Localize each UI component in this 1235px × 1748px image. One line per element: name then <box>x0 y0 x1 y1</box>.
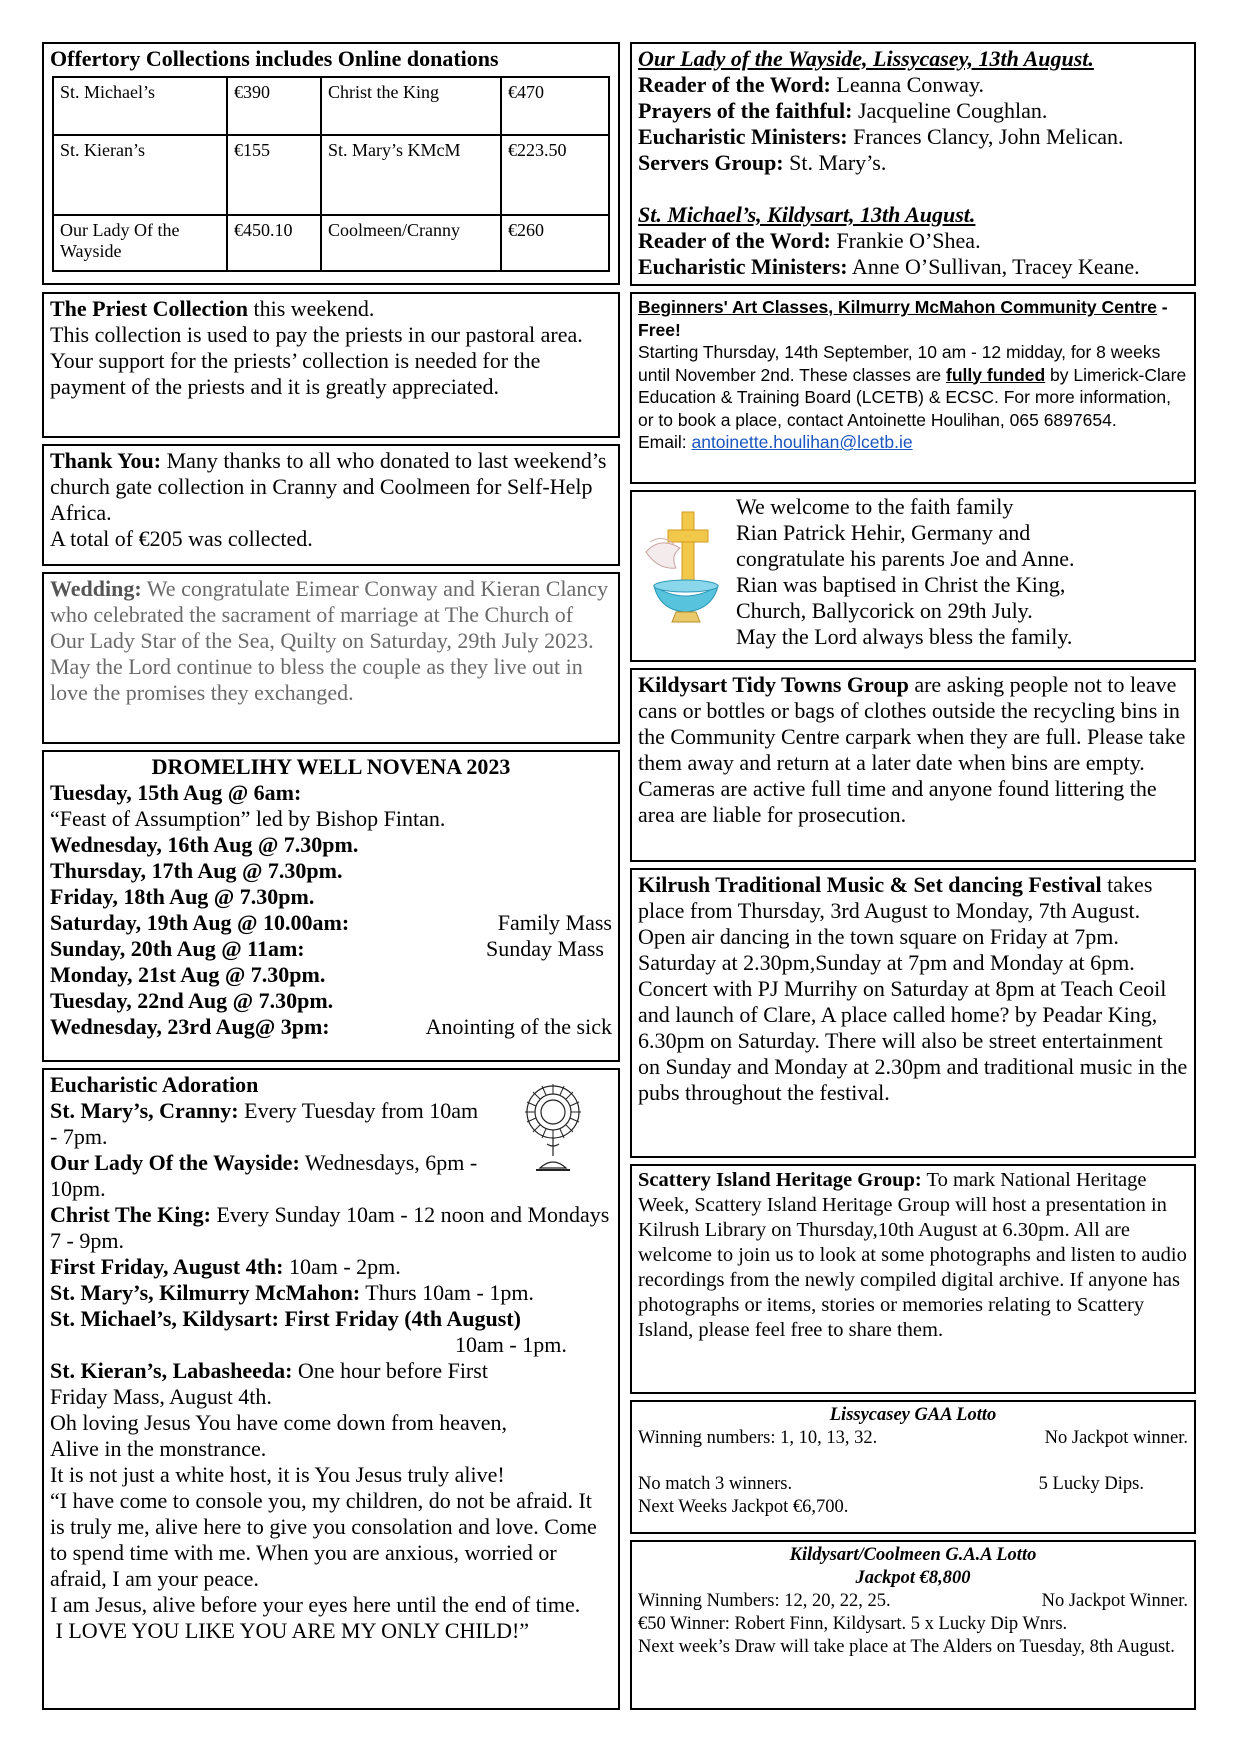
ministry-value: Leanna Conway. <box>830 72 985 97</box>
baptism-text <box>736 494 1188 650</box>
table-row <box>53 215 609 271</box>
adoration-place: Christ The King: <box>50 1202 211 1227</box>
table-cell: Our Lady Of the Wayside <box>53 215 227 271</box>
adoration-time: Every Tuesday from 10am - 7pm. <box>50 1098 479 1149</box>
ministry-value: Frances Clancy, John Melican. <box>847 124 1124 149</box>
adoration-place: St. Kieran’s, Labasheeda: <box>50 1358 293 1383</box>
baptism-line: We welcome to the faith family <box>736 494 1014 519</box>
table-cell: €155 <box>227 135 321 215</box>
lotto2-numbers: Winning Numbers: 12, 20, 22, 25. <box>638 1591 891 1611</box>
art-title: Beginners' Art Classes, Kilmurry McMahon Community Centre <box>638 297 1157 317</box>
tidy-text <box>638 672 1188 776</box>
lotto1-jackpot-result: No Jackpot winner. <box>1044 1428 1188 1448</box>
lotto1-row <box>638 1427 1188 1450</box>
ministry-label: Eucharistic Ministers: <box>638 254 848 279</box>
lotto1-next: Next Weeks Jackpot €6,700. <box>638 1497 849 1517</box>
lotto2-jackpot-result: No Jackpot Winner. <box>1041 1591 1188 1611</box>
offertory-table <box>52 76 610 272</box>
kildysart-lotto-section <box>630 1540 1196 1710</box>
novena-item <box>50 884 612 910</box>
novena-when: Thursday, 17th Aug @ 7.30pm. <box>50 858 343 883</box>
adoration-time: One hour before First Friday Mass, August 4th. <box>50 1358 488 1409</box>
art-email-line <box>638 431 1188 454</box>
scattery-section <box>630 1164 1196 1394</box>
adoration-place: First Friday, August 4th: <box>50 1254 284 1279</box>
ministry-label: Reader of the Word: <box>638 228 831 253</box>
novena-item <box>50 988 612 1014</box>
novena-list <box>50 832 612 1040</box>
baptism-line: Church, Ballycorick on 29th July. <box>736 598 1033 623</box>
adoration-time: Thurs 10am - 1pm. <box>360 1280 534 1305</box>
wedding-text <box>50 576 612 706</box>
email-link[interactable]: antoinette.houlihan@lcetb.ie <box>691 432 913 452</box>
table-cell: St. Mary’s KMcM <box>321 135 501 215</box>
novena-item <box>50 832 612 858</box>
prayer-line: It is not just a white host, it is You Jesus truly alive! <box>50 1462 505 1487</box>
ministry-value: Jacqueline Coughlan. <box>852 98 1048 123</box>
wedding-body: We congratulate Eimear Conway and Kieran Clancy who celebrated the sacrament of marriage at The Church of Our Lady Star of the Sea, Quilty on Saturday, 29th July 2023. May the Lord continue to bless the couple as they live out in love the promises they exchanged. <box>50 576 609 705</box>
lotto2-row <box>638 1590 1188 1613</box>
scattery-body: To mark National Heritage Week, Scattery Island Heritage Group will host a presentation in Kilrush Library on Thursday,10th August at 6.30pm. All are welcome to join us to look at some photographs and listen to audio recordings from the newly compiled digital archive. If anyone has photographs or items, stories or memories relating to Scattery Island, please feel free to share them. <box>638 1169 1187 1341</box>
kilrush-title: Kilrush Traditional Music & Set dancing Festival <box>638 872 1102 897</box>
tidy-body2: Cameras are active full time and anyone found littering the area are liable for prosecution. <box>638 776 1157 827</box>
table-row <box>53 77 609 135</box>
ministry-section <box>630 42 1196 286</box>
table-cell: Christ the King <box>321 77 501 135</box>
ministry-label: Eucharistic Ministers: <box>638 124 848 149</box>
table-cell: €260 <box>501 215 609 271</box>
spacer <box>638 176 1188 202</box>
novena-item <box>50 910 612 936</box>
tidy-towns-section <box>630 668 1196 862</box>
novena-when: Friday, 18th Aug @ 7.30pm. <box>50 884 315 909</box>
priest-body: This collection is used to pay the priests in our pastoral area. Your support for the priests’ collection is needed for the payment of the priests and it is greatly appreciated. <box>50 322 583 399</box>
priest-title: The Priest Collection <box>50 296 248 321</box>
art-body1: Starting Thursday, 14th September, 10 am - 12 midday, for 8 weeks until November 2nd. These classes are <box>638 342 1161 385</box>
kildysart-title: St. Michael’s, Kildysart, 13th August. <box>638 202 976 227</box>
priest-collection-section <box>42 292 620 438</box>
novena-when: Wednesday, 23rd Aug@ 3pm: <box>50 1014 330 1039</box>
novena-section <box>42 750 620 1062</box>
priest-heading <box>50 296 612 322</box>
lotto1-row <box>638 1473 1188 1496</box>
scattery-text <box>638 1168 1188 1343</box>
art-body2: by Limerick-Clare Education & Training Board (LCETB) & ECSC. For more information, or to book a place, contact Antoinette Houlihan, 065 6897654. <box>638 364 1187 430</box>
scattery-title: Scattery Island Heritage Group: <box>638 1169 922 1191</box>
ministry-line <box>638 228 1188 254</box>
table-cell: St. Michael’s <box>53 77 227 135</box>
novena-item <box>50 858 612 884</box>
adoration-time: Wednesdays, 6pm - 10pm. <box>50 1150 478 1201</box>
ministry-line <box>638 254 1188 280</box>
kilrush-text <box>638 872 1188 1106</box>
adoration-line <box>50 1306 612 1332</box>
table-cell: €450.10 <box>227 215 321 271</box>
art-funded: fully funded <box>946 364 1046 385</box>
adoration-place: St. Michael’s, Kildysart: First Friday (4th August) <box>50 1306 521 1331</box>
art-classes-section <box>630 292 1196 484</box>
thank-you-title: Thank You: <box>50 448 162 473</box>
thank-you-text <box>50 448 612 526</box>
lotto1-title: Lissycasey GAA Lotto <box>829 1405 997 1425</box>
thank-you-section <box>42 444 620 566</box>
table-cell: St. Kieran’s <box>53 135 227 215</box>
kilrush-festival-section <box>630 868 1196 1158</box>
kilrush-body: takes place from Thursday, 3rd August to Monday, 7th August. Open air dancing in the town square on Friday at 7pm. Saturday at 2.30pm,Sunday at 7pm and Monday at 6pm. Concert with PJ Murrihy on Saturday at 8pm at Teach Ceoil and launch of Clare, A place called home? by Peadar King, 6.30pm on Saturday. There will also be street entertainment on Sunday and Monday at 2.30pm and traditional music in the pubs throughout the festival. <box>638 872 1188 1105</box>
lissycasey-lotto-section <box>630 1400 1196 1534</box>
ministry-line <box>638 150 1188 176</box>
novena-item <box>50 1014 612 1040</box>
tidy-title: Kildysart Tidy Towns Group <box>638 672 909 697</box>
novena-when: Sunday, 20th Aug @ 11am: <box>50 936 305 961</box>
novena-what: Anointing of the sick <box>425 1014 612 1039</box>
prayer-line: I LOVE YOU LIKE YOU ARE MY ONLY CHILD!” <box>50 1618 530 1643</box>
prayer-line: Oh loving Jesus You have come down from heaven, <box>50 1410 508 1435</box>
lissycasey-title: Our Lady of the Wayside, Lissycasey, 13th August. <box>638 46 1094 71</box>
ministry-line <box>638 124 1188 150</box>
adoration-line <box>50 1358 520 1410</box>
thank-you-total: A total of €205 was collected. <box>50 526 313 551</box>
art-free: - Free! <box>638 297 1168 340</box>
adoration-section <box>42 1068 620 1710</box>
novena-what: Family Mass <box>497 910 612 935</box>
baptism-section <box>630 490 1196 662</box>
lotto2-title: Kildysart/Coolmeen G.A.A Lotto <box>789 1545 1037 1565</box>
adoration-title: Eucharistic Adoration <box>50 1072 259 1097</box>
novena-when: Tuesday, 22nd Aug @ 7.30pm. <box>50 988 334 1013</box>
ministry-label: Prayers of the faithful: <box>638 98 853 123</box>
ministry-value: St. Mary’s. <box>783 150 887 175</box>
thank-you-body: Many thanks to all who donated to last weekend’s church gate collection in Cranny and Coolmeen for Self-Help Africa. <box>50 448 607 525</box>
monstrance-icon <box>512 1082 594 1174</box>
ministry-line <box>638 98 1188 124</box>
novena-when: Saturday, 19th Aug @ 10.00am: <box>50 910 350 935</box>
adoration-line <box>50 1150 490 1202</box>
lotto2-winner: €50 Winner: Robert Finn, Kildysart. 5 x Lucky Dip Wnrs. <box>638 1614 1068 1634</box>
adoration-place: St. Mary’s, Cranny: <box>50 1098 239 1123</box>
art-email-label: Email: <box>638 432 692 452</box>
ministry-value: Frankie O’Shea. <box>830 228 981 253</box>
adoration-time: 10am - 1pm. <box>455 1332 567 1357</box>
baptism-line: May the Lord always bless the family. <box>736 624 1073 649</box>
novena-title: DROMELIHY WELL NOVENA 2023 <box>151 754 511 779</box>
lotto2-next: Next week’s Draw will take place at The Alders on Tuesday, 8th August. <box>638 1637 1175 1657</box>
novena-what: Sunday Mass <box>486 936 604 961</box>
wedding-title: Wedding: <box>50 576 142 601</box>
novena-item <box>50 936 612 962</box>
lotto1-dips: 5 Lucky Dips. <box>1038 1474 1144 1494</box>
ministry-value: Anne O’Sullivan, Tracey Keane. <box>847 254 1140 279</box>
novena-when: Monday, 21st Aug @ 7.30pm. <box>50 962 326 987</box>
art-heading <box>638 296 1188 341</box>
table-cell: €223.50 <box>501 135 609 215</box>
adoration-line <box>50 1202 612 1254</box>
novena-line1b: “Feast of Assumption” led by Bishop Fintan. <box>50 806 446 831</box>
baptism-icon <box>640 506 730 626</box>
adoration-line <box>50 1280 612 1306</box>
adoration-time: Every Sunday 10am - 12 noon and Mondays 7 - 9pm. <box>50 1202 610 1253</box>
prayer-line: Alive in the monstrance. <box>50 1436 267 1461</box>
table-cell: €390 <box>227 77 321 135</box>
prayer-line: “I have come to console you, my children, do not be afraid. It is truly me, alive here to give you consolation and love. Come to spend time with me. When you are anxious, worried or afraid, I am your peace. <box>50 1488 597 1591</box>
prayer-line: I am Jesus, alive before your eyes here until the end of time. <box>50 1592 581 1617</box>
priest-title-rest: this weekend. <box>247 296 375 321</box>
ministry-label: Servers Group: <box>638 150 784 175</box>
baptism-line: Rian Patrick Hehir, Germany and <box>736 520 1031 545</box>
lotto1-match3: No match 3 winners. <box>638 1474 793 1494</box>
ministry-label: Reader of the Word: <box>638 72 831 97</box>
adoration-place: Our Lady Of the Wayside: <box>50 1150 300 1175</box>
offertory-title: Offertory Collections includes Online donations <box>50 46 499 71</box>
lotto2-jackpot: Jackpot €8,800 <box>855 1568 971 1588</box>
table-cell: €470 <box>501 77 609 135</box>
adoration-line <box>50 1098 490 1150</box>
table-cell: Coolmeen/Cranny <box>321 215 501 271</box>
ministry-line <box>638 72 1188 98</box>
adoration-place: St. Mary’s, Kilmurry McMahon: <box>50 1280 361 1305</box>
novena-when: Wednesday, 16th Aug @ 7.30pm. <box>50 832 359 857</box>
baptism-line: Rian was baptised in Christ the King, <box>736 572 1066 597</box>
spacer <box>638 1450 1188 1473</box>
offertory-section <box>42 42 620 285</box>
table-row <box>53 135 609 215</box>
novena-line1: Tuesday, 15th Aug @ 6am: <box>50 780 302 805</box>
baptism-line: congratulate his parents Joe and Anne. <box>736 546 1075 571</box>
adoration-time: 10am - 2pm. <box>283 1254 401 1279</box>
wedding-section <box>42 572 620 744</box>
novena-item <box>50 962 612 988</box>
art-body <box>638 341 1188 431</box>
lotto1-numbers: Winning numbers: 1, 10, 13, 32. <box>638 1428 878 1448</box>
tidy-body: are asking people not to leave cans or bottles or bags of clothes outside the recycling bins in the Community Centre carpark when they are full. Please take them away and return at a later date when bins are empty. <box>638 672 1186 775</box>
adoration-line <box>50 1254 612 1280</box>
